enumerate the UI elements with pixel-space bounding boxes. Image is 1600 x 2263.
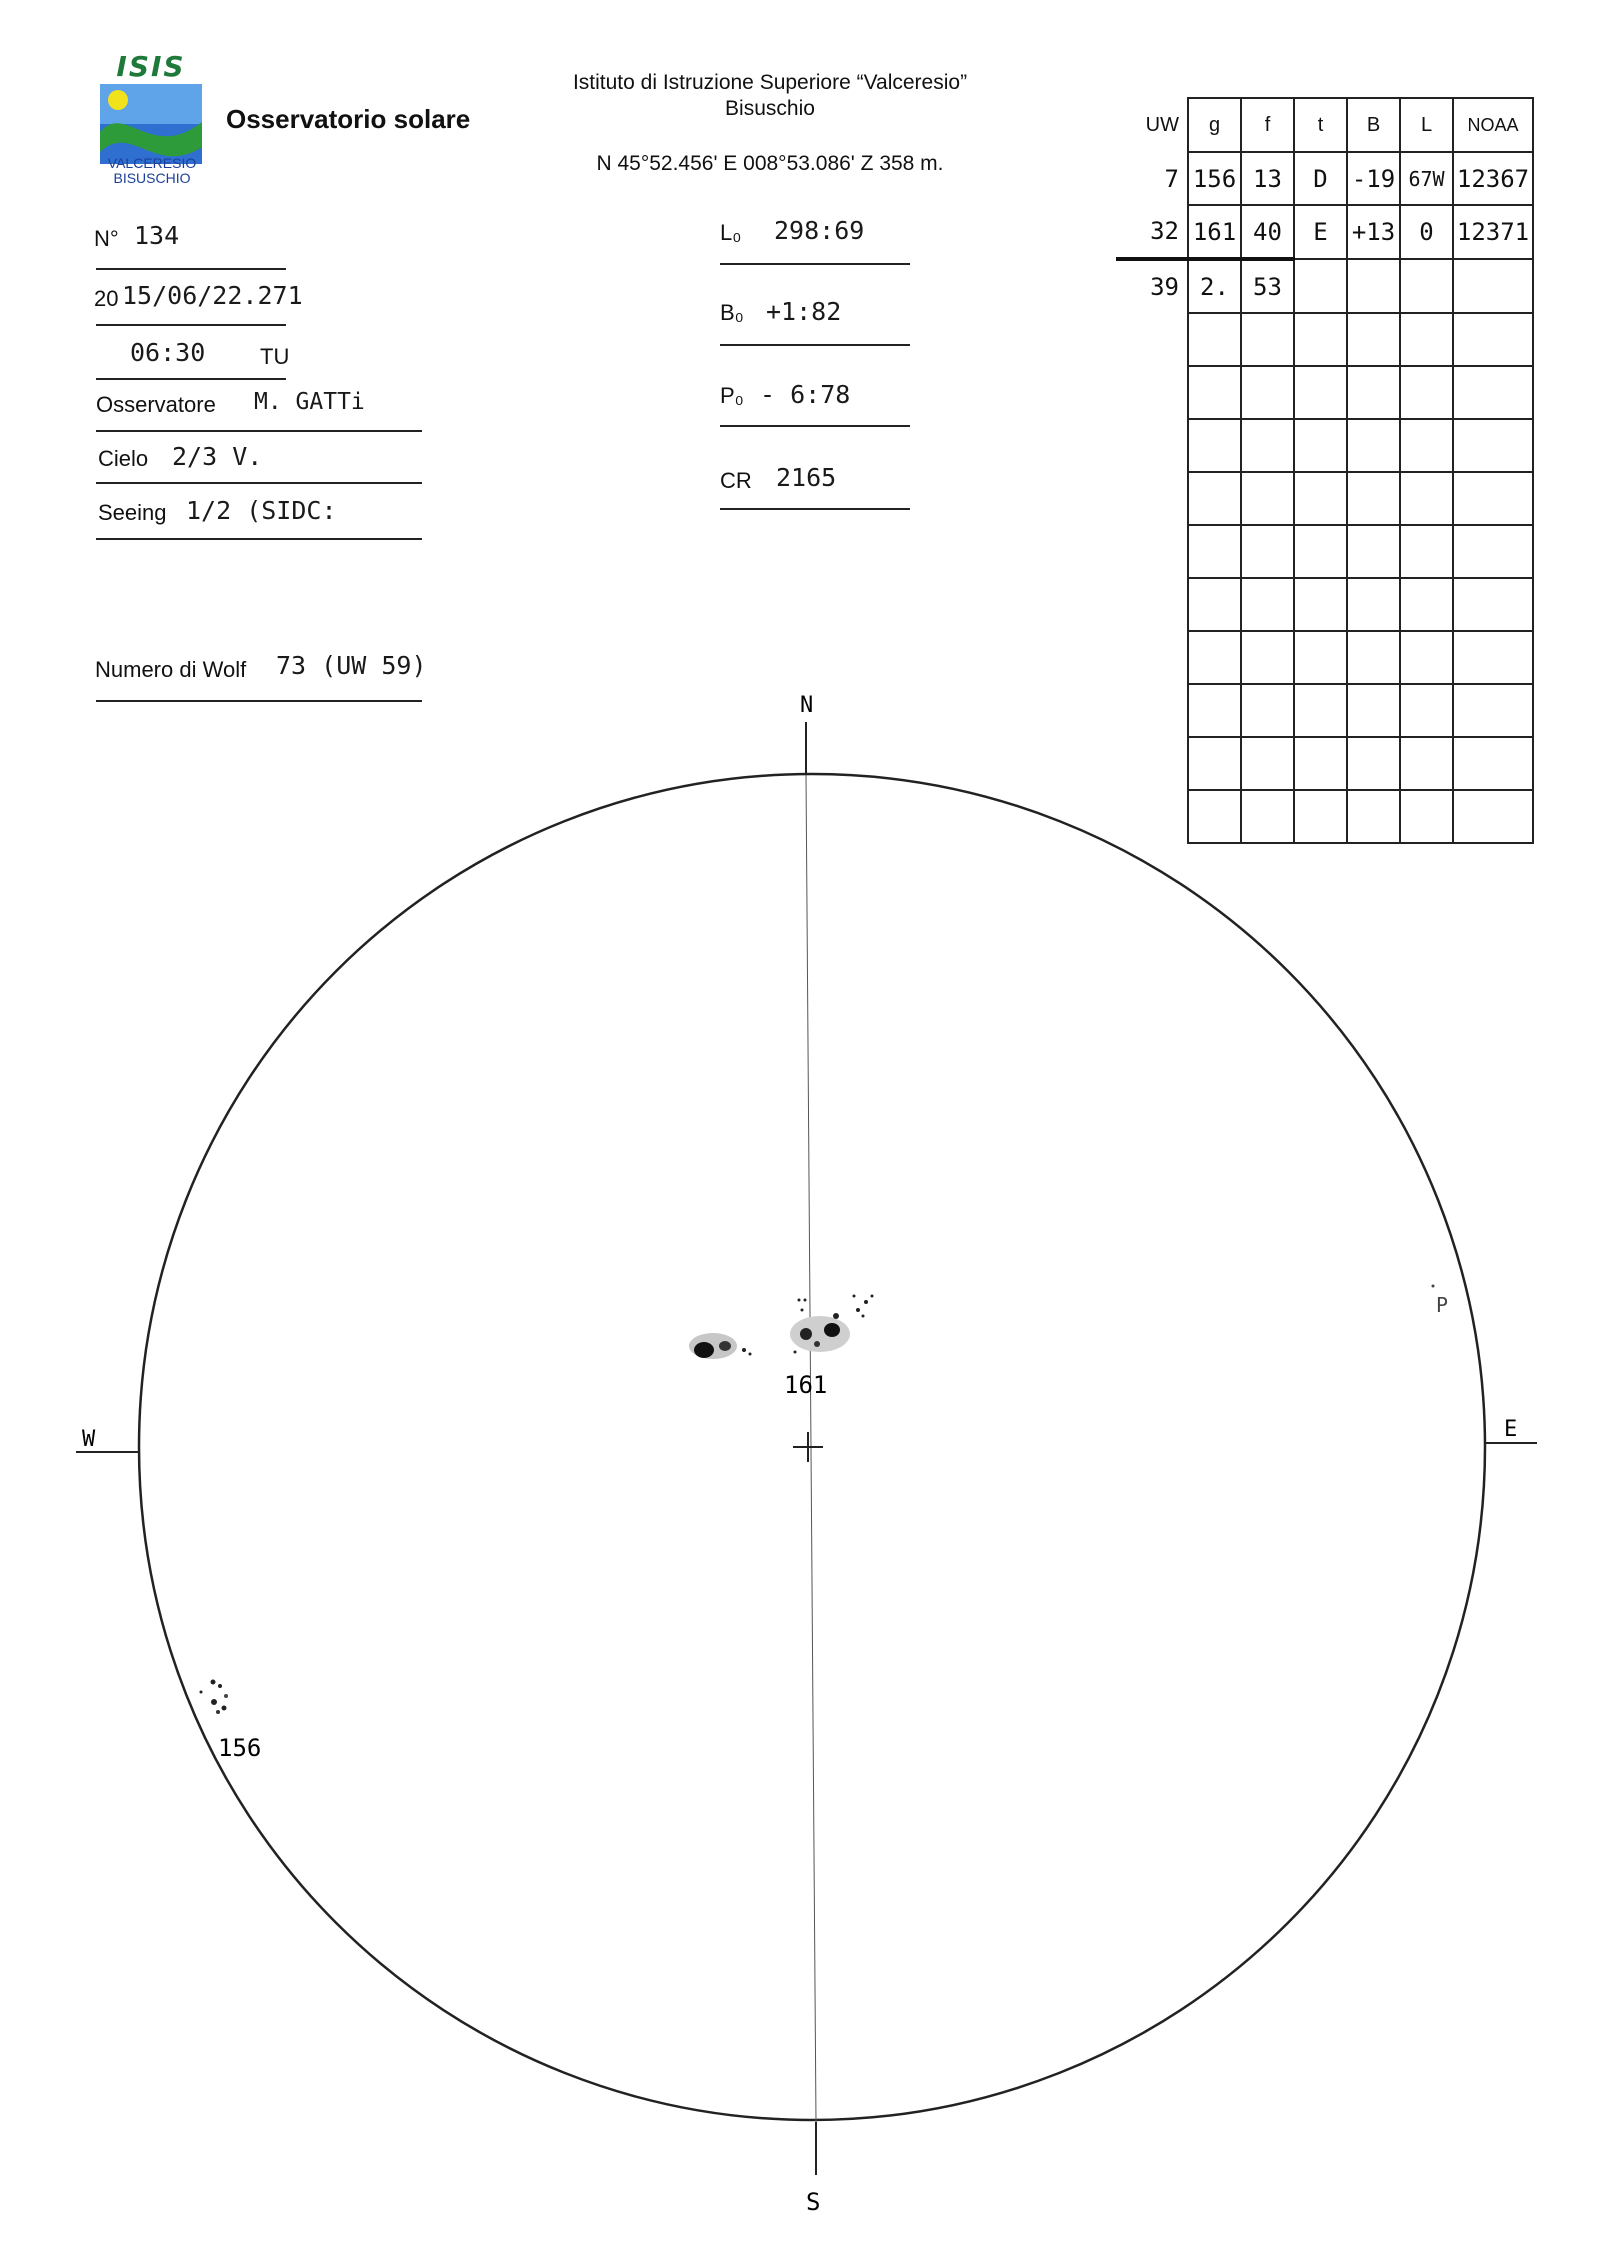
row-f: 13 [1241,152,1294,205]
row-noaa: 12371 [1453,205,1533,259]
p0-value: - 6:78 [760,380,851,409]
east-label: E [1504,1417,1518,1442]
logo-caption-line2: BISUSCHIO [113,170,191,186]
row-uw-total: 39 [1116,259,1188,313]
umbra [719,1341,731,1351]
logo-caption-line1: VALCERESIO [107,155,197,171]
row-uw: 7 [1164,164,1179,193]
col-t: t [1294,98,1347,152]
spot [794,1351,797,1354]
spot [814,1341,820,1347]
umbra [824,1323,840,1337]
institute-line1: Istituto di Istruzione Superiore “Valceresio” [572,71,968,94]
observer-value: M. GATTi [254,389,365,415]
col-b: B [1347,98,1400,152]
row-b: -19 [1347,152,1400,205]
spot [218,1684,222,1688]
observer-label: Osservatore [96,392,216,417]
number-value: 134 [134,221,180,250]
spot [224,1694,228,1698]
spot [222,1706,227,1711]
west-label: W [82,1427,96,1452]
cr-value: 2165 [776,463,837,492]
number-label: N° [94,226,119,251]
spot [749,1353,752,1356]
group-161-label: 161 [784,1371,828,1399]
spot [804,1299,807,1302]
seeing-label: Seeing [98,500,167,525]
spot [862,1315,865,1318]
time-value: 06:30 [130,338,206,367]
spot [200,1691,203,1694]
row-f-total: 53 [1241,259,1294,313]
l0-value: 298:69 [774,216,865,245]
spot [211,1699,217,1705]
b0-value: +1:82 [766,297,842,326]
logo-wordmark: ISIS [116,50,186,83]
spot [853,1295,856,1298]
row-l: 67W [1400,152,1453,205]
date-value: 15/06/22.271 [122,281,303,310]
institute-line2: Bisuschio [725,97,815,120]
p-dot [1432,1285,1435,1288]
observatory-coordinates: N 45°52.456' E 008°53.086' Z 358 m. [596,152,944,175]
col-l: L [1400,98,1453,152]
north-label: N [800,693,814,718]
seeing-value: 1/2 (SIDC: [186,496,337,525]
b0-label: B₀ [720,300,744,325]
sunspot-group-156 [200,1680,229,1715]
col-noaa: NOAA [1453,98,1533,152]
spot [211,1680,216,1685]
group-156-label: 156 [218,1734,262,1762]
penumbra [790,1316,850,1352]
cr-label: CR [720,468,752,493]
row-noaa: 12367 [1453,152,1533,205]
sunspot-group-161 [790,1295,874,1354]
sunspot-cluster-west [689,1333,752,1359]
col-g: g [1188,98,1241,152]
spot [856,1308,860,1312]
spot [798,1299,801,1302]
row-t: D [1294,152,1347,205]
col-f: f [1241,98,1294,152]
spot [871,1295,874,1298]
spot [742,1348,746,1352]
row-f: 40 [1241,205,1294,259]
spot [833,1313,839,1319]
p0-label: P₀ [720,383,744,408]
row-uw: 32 [1150,217,1179,245]
observatory-title: Osservatorio solare [226,104,471,134]
row-t: E [1294,205,1347,259]
row-l: 0 [1400,205,1453,259]
umbra [800,1328,812,1340]
p-label: P [1436,1293,1449,1317]
row-g: 161 [1188,205,1241,259]
wolf-number-value: 73 (UW 59) [276,651,427,680]
sky-value: 2/3 V. [172,442,263,471]
umbra [694,1342,714,1358]
spot [864,1300,868,1304]
date-prefix: 20 [94,286,119,311]
row-g-total: 2. [1188,259,1241,313]
spot [801,1309,804,1312]
l0-label: L₀ [720,220,742,245]
south-label: S [806,2188,821,2216]
row-g: 156 [1188,152,1241,205]
spot [216,1710,220,1714]
time-unit: TU [260,344,290,369]
col-uw: UW [1145,113,1179,136]
row-b: +13 [1347,205,1400,259]
sky-label: Cielo [98,446,149,471]
wolf-number-label: Numero di Wolf [95,657,247,682]
